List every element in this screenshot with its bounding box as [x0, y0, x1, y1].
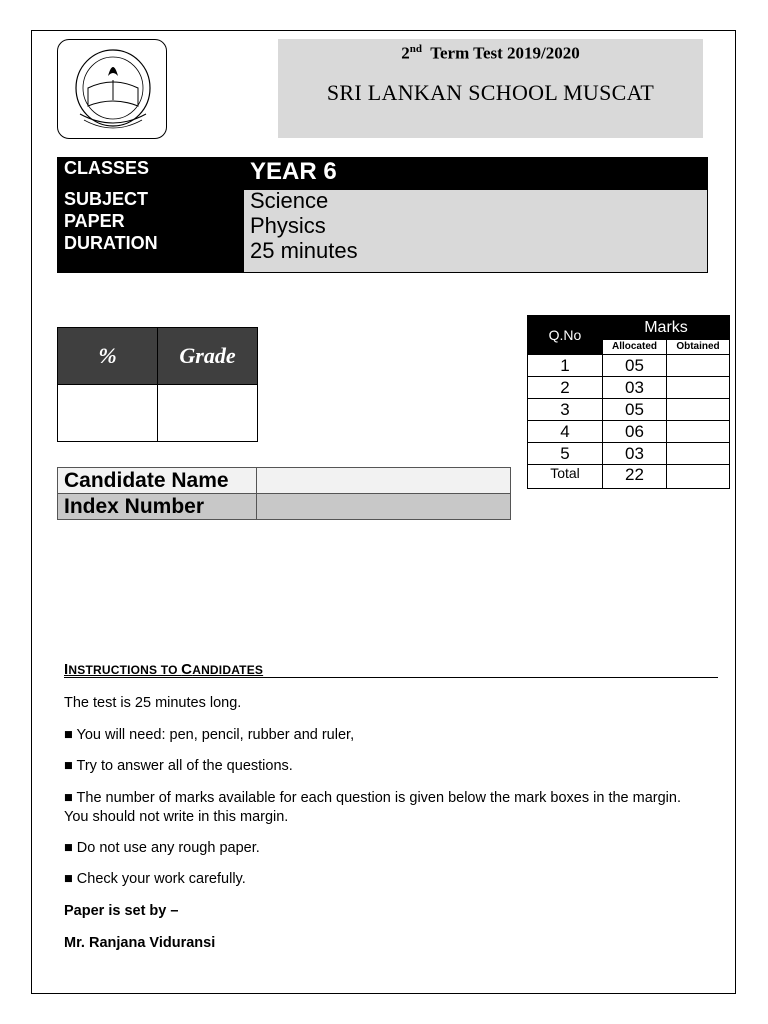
instruction-intro: The test is 25 minutes long.	[64, 695, 242, 711]
instruction-item: ■ Do not use any rough paper.	[64, 840, 260, 856]
percent-cell[interactable]	[58, 385, 158, 442]
instructions-divider	[64, 677, 718, 678]
allocated-cell: 05	[603, 355, 667, 377]
grade-header: Grade	[158, 328, 258, 385]
instruction-item: ■ You will need: pen, pencil, rubber and ruler,	[64, 727, 355, 743]
school-name: SRI LANKAN SCHOOL MUSCAT	[326, 80, 655, 105]
qno-cell: 1	[528, 355, 603, 377]
table-row	[528, 443, 730, 465]
obtained-cell[interactable]	[667, 399, 730, 421]
grade-box	[57, 327, 258, 442]
instruction-item: ■ Try to answer all of the questions.	[64, 758, 293, 774]
school-logo	[57, 39, 167, 139]
instructions-title: INSTRUCTIONS TO CANDIDATES	[64, 661, 264, 678]
qno-cell: 4	[528, 421, 603, 443]
exam-header	[278, 39, 703, 138]
obtained-header: Obtained	[667, 340, 730, 355]
qno-cell: 5	[528, 443, 603, 465]
grade-cell[interactable]	[158, 385, 258, 442]
set-by-label: Paper is set by –	[64, 903, 179, 919]
table-row	[528, 399, 730, 421]
qno-cell: 2	[528, 377, 603, 399]
marks-header: Marks	[603, 316, 730, 340]
info-values	[243, 189, 708, 273]
candidate-name-field[interactable]	[257, 468, 511, 494]
index-number-field[interactable]	[257, 494, 511, 520]
allocated-header: Allocated	[603, 340, 667, 355]
obtained-cell[interactable]	[667, 377, 730, 399]
paper-label: PAPER	[64, 211, 125, 231]
instruction-item: ■ The number of marks available for each question is given below the mark boxes in the margin. You should not write in this margin.	[64, 790, 682, 825]
obtained-cell[interactable]	[667, 355, 730, 377]
allocated-cell: 06	[603, 421, 667, 443]
term-title: 2nd Term Test 2019/2020	[401, 43, 580, 63]
allocated-cell: 03	[603, 443, 667, 465]
qno-cell: 3	[528, 399, 603, 421]
total-value: 22	[603, 465, 667, 489]
duration-value: 25 minutes	[250, 238, 358, 263]
year-banner: YEAR 6	[243, 157, 708, 189]
percent-header: %	[58, 328, 158, 385]
table-row	[528, 355, 730, 377]
obtained-cell[interactable]	[667, 421, 730, 443]
qno-header: Q.No	[528, 316, 603, 355]
info-labels	[57, 157, 243, 273]
subject-value: Science	[250, 188, 329, 213]
instruction-item: ■ Check your work carefully.	[64, 871, 246, 887]
classes-label: CLASSES	[64, 158, 150, 178]
candidate-name-label: Candidate Name	[58, 468, 257, 494]
duration-label: DURATION	[64, 233, 158, 253]
candidate-details	[57, 467, 511, 520]
obtained-cell[interactable]	[667, 443, 730, 465]
allocated-cell: 05	[603, 399, 667, 421]
index-number-label: Index Number	[58, 494, 257, 520]
paper-value: Physics	[250, 213, 326, 238]
table-row	[528, 421, 730, 443]
marks-table	[527, 315, 730, 489]
set-by-name: Mr. Ranjana Viduransi	[64, 935, 216, 951]
allocated-cell: 03	[603, 377, 667, 399]
table-row	[528, 377, 730, 399]
total-obtained-cell[interactable]	[667, 465, 730, 489]
subject-label: SUBJECT	[64, 189, 149, 209]
total-label: Total	[528, 465, 603, 489]
total-row	[528, 465, 730, 489]
